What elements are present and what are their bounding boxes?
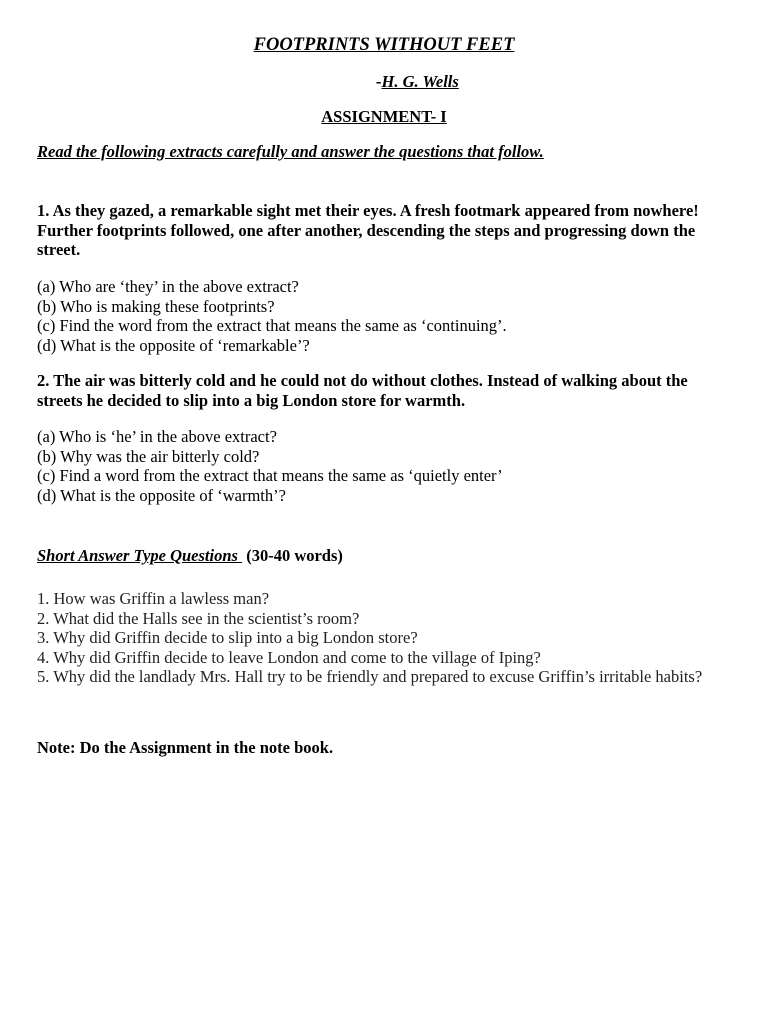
short-answer-questions — [37, 589, 728, 687]
extract-1-question-a: (a) Who are ‘they’ in the above extract? — [37, 277, 299, 296]
short-answer-question-1: 1. How was Griffin a lawless man? — [37, 589, 270, 608]
document-title: FOOTPRINTS WITHOUT FEET — [253, 35, 515, 55]
extract-1-question-c: (c) Find the word from the extract that means the same as ‘continuing’. — [37, 316, 507, 336]
short-answer-word-limit: (30-40 words) — [242, 546, 343, 565]
instruction-text: Read the following extracts carefully and answer the questions that follow. — [37, 142, 544, 161]
author-line — [376, 72, 459, 92]
extract-2-question-d: (d) What is the opposite of ‘warmth’? — [37, 485, 286, 505]
extract-1-questions — [37, 277, 728, 355]
short-answer-question-3: 3. Why did Griffin decide to slip into a big London store? — [37, 628, 418, 648]
short-answer-question-4: 4. Why did Griffin decide to leave London and come to the village of Iping? — [37, 647, 541, 667]
extract-1-question-b: (b) Who is making these footprints? — [37, 296, 275, 316]
extract-2-question-c: (c) Find a word from the extract that means the same as ‘quietly enter’ — [37, 466, 503, 486]
assignment-note: Note: Do the Assignment in the note book. — [37, 738, 334, 757]
extract-2-question-b: (b) Why was the air bitterly cold? — [37, 446, 260, 466]
extract-2-question-a: (a) Who is ‘he’ in the above extract? — [37, 427, 277, 446]
author-name: H. G. Wells — [381, 72, 459, 91]
short-answer-label: Short Answer Type Questions — [37, 546, 243, 565]
short-answer-heading — [37, 546, 728, 566]
assignment-heading: ASSIGNMENT- I — [321, 107, 447, 126]
extract-2-text: 2. The air was bitterly cold and he could not do without clothes. Instead of walking about the streets he decided to slip into a big London store for warmth. — [37, 371, 688, 410]
short-answer-question-5: 5. Why did the landlady Mrs. Hall try to be friendly and prepared to excuse Griffin’s irritable habits? — [37, 667, 703, 687]
extract-1-text: 1. As they gazed, a remarkable sight met their eyes. A fresh footmark appeared from nowhere! Further footprints followed, one after another, descending the steps and progressing down the street. — [37, 201, 699, 259]
author-prefix: - — [376, 72, 382, 91]
extract-1-question-d: (d) What is the opposite of ‘remarkable’? — [37, 335, 310, 355]
extract-2-questions — [37, 427, 728, 505]
short-answer-question-2: 2. What did the Halls see in the scientist’s room? — [37, 608, 360, 628]
